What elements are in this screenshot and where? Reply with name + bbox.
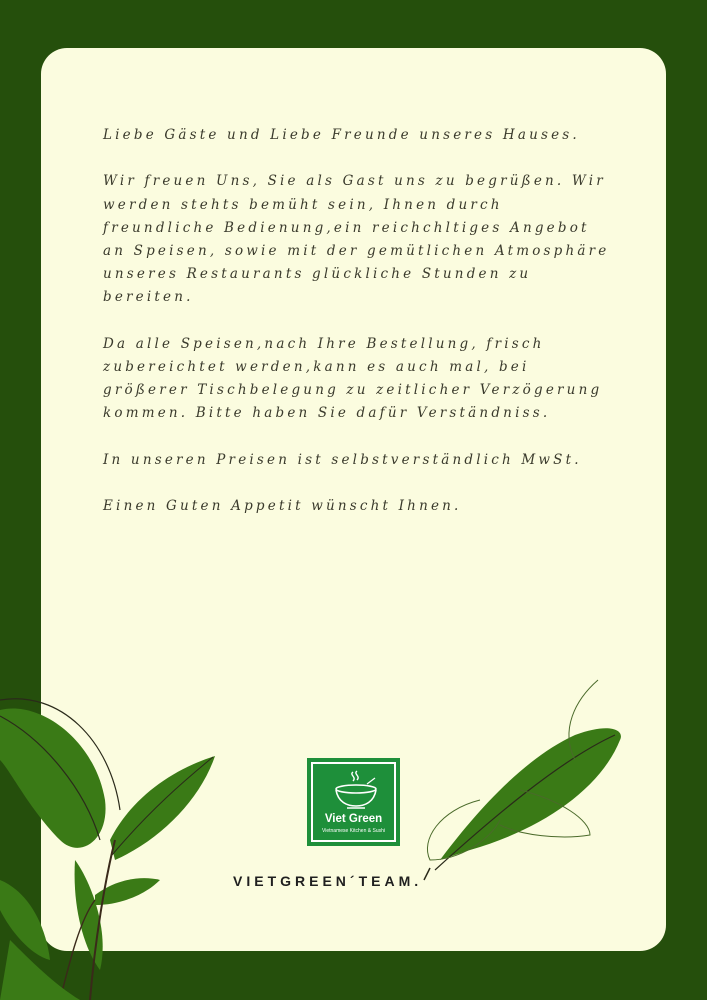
noodle-bowl-icon bbox=[309, 762, 402, 812]
tax-paragraph: In unseren Preisen ist selbstverständlich MwSt. bbox=[103, 451, 582, 468]
closing-paragraph: Einen Guten Appetit wünscht Ihnen. bbox=[103, 498, 462, 515]
logo-tagline: Vietnamese Kitchen & Sushi bbox=[321, 828, 385, 834]
preparation-paragraph: Da alle Speisen,nach Ihre Bestellung, frisch zubereichtet werden,kann es auch mal, bei größerer Tischbelegung zu zeitlicher Verzögerung kommen. Bitte haben Sie dafür Verständniss. bbox=[103, 335, 603, 422]
letter-body bbox=[103, 124, 613, 542]
logo-name: Viet Green bbox=[324, 813, 383, 825]
viet-green-logo bbox=[307, 758, 400, 846]
signature: VIETGREEN´TEAM. bbox=[233, 873, 423, 889]
greeting-paragraph: Liebe Gäste und Liebe Freunde unseres Hauses. bbox=[103, 127, 580, 143]
welcome-paragraph: Wir freuen Uns, Sie als Gast uns zu begrüßen. Wir werden stehts bemüht sein, Ihnen durch freundliche Bedienung,ein reichchltiges Angebot an Speisen, sowie mit der gemütlichen Atmosphäre unseres Restaurants glückliche Stunden zu bereiten. bbox=[103, 173, 610, 306]
